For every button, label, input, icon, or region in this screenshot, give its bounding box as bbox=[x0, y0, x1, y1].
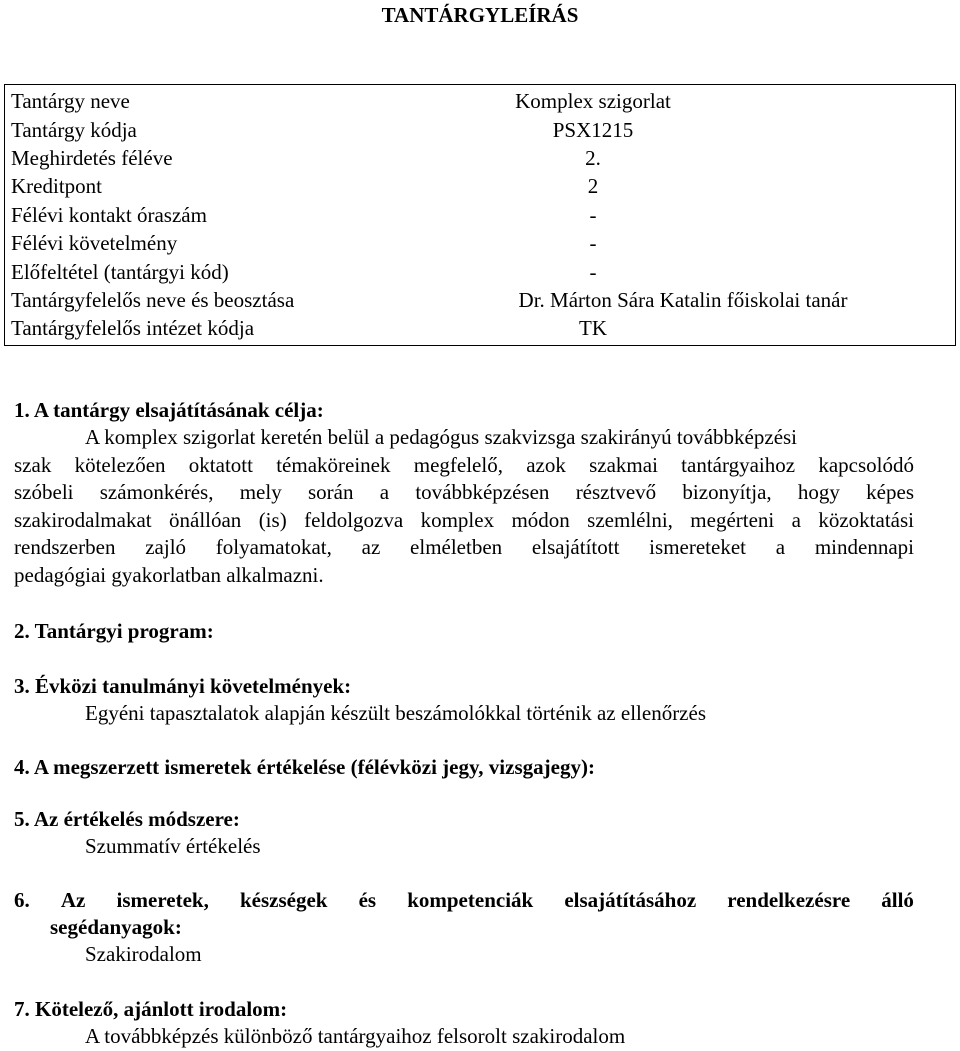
section-6-word: és bbox=[358, 888, 377, 912]
section-1-line: szakirodalmakat önállóan (is) feldolgozva komplex módon szemlélni, megérteni a közoktatási bbox=[14, 507, 914, 532]
section-3 bbox=[14, 673, 914, 727]
section-1-line: pedagógiai gyakorlatban alkalmazni. bbox=[14, 562, 324, 587]
section-5-heading: 5. Az értékelés módszere: bbox=[14, 807, 240, 831]
section-1-heading-wrap bbox=[14, 397, 914, 424]
info-label: Tantárgyfelelős neve és beosztása bbox=[11, 287, 295, 312]
section-6-word: álló bbox=[881, 888, 914, 912]
info-label: Előfeltétel (tantárgyi kód) bbox=[11, 259, 229, 284]
info-row bbox=[5, 286, 955, 314]
section-5-body: Szummatív értékelés bbox=[85, 834, 261, 858]
info-value: - bbox=[589, 259, 597, 284]
section-7-body: A továbbképzés különböző tantárgyaihoz felsorolt szakirodalom bbox=[85, 1024, 626, 1048]
info-value: Dr. Márton Sára Katalin főiskolai tanár bbox=[518, 287, 848, 312]
course-info-table bbox=[4, 84, 956, 346]
section-6-heading-line2: segédanyagok: bbox=[50, 915, 182, 939]
section-2 bbox=[14, 618, 914, 645]
section-6-word: Az bbox=[60, 888, 86, 912]
info-value: Komplex szigorlat bbox=[515, 89, 671, 114]
info-label: Tantárgyfelelős intézet kódja bbox=[11, 316, 255, 341]
section-2-heading: 2. Tantárgyi program: bbox=[14, 619, 214, 643]
info-value: 2 bbox=[587, 174, 599, 199]
section-6-word: elsajátításához bbox=[564, 888, 697, 912]
info-row bbox=[5, 87, 955, 115]
section-6-word: készségek bbox=[239, 888, 328, 912]
section-3-heading: 3. Évközi tanulmányi követelmények: bbox=[14, 674, 352, 698]
section-3-body: Egyéni tapasztalatok alapján készült beszámolókkal történik az ellenőrzés bbox=[85, 701, 706, 725]
section-6-word: 6. bbox=[14, 888, 30, 912]
info-label: Félévi követelmény bbox=[11, 231, 178, 256]
info-row bbox=[5, 314, 955, 342]
info-row bbox=[5, 115, 955, 143]
info-value: - bbox=[589, 202, 597, 227]
section-7-heading: 7. Kötelező, ajánlott irodalom: bbox=[14, 997, 288, 1021]
section-5 bbox=[14, 806, 914, 860]
info-row bbox=[5, 144, 955, 172]
section-1-line bbox=[14, 424, 914, 452]
info-value: 2. bbox=[585, 145, 601, 170]
section-1-heading: 1. A tantárgy elsajátításának célja: bbox=[14, 398, 324, 422]
section-1-line: rendszerben zajló folyamatokat, az elméletben elsajátított ismereteket a mindennapi bbox=[14, 535, 914, 560]
section-4-heading: 4. A megszerzett ismeretek értékelése (félévközi jegy, vizsgajegy): bbox=[14, 755, 595, 779]
section-1-line: szak kötelezően oktatott témaköreinek megfelelő, azok szakmai tantárgyaihoz kapcsolódó bbox=[14, 452, 914, 477]
section-7 bbox=[14, 996, 914, 1050]
section-6-word: rendelkezésre bbox=[727, 888, 851, 912]
info-row bbox=[5, 229, 955, 257]
info-row bbox=[5, 257, 955, 285]
info-label: Tantárgy kódja bbox=[11, 117, 137, 142]
section-1-text bbox=[14, 424, 914, 590]
section-6-heading bbox=[14, 887, 914, 914]
info-label: Tantárgy neve bbox=[11, 89, 130, 114]
section-6-word: ismeretek, bbox=[116, 888, 209, 912]
info-value: - bbox=[589, 231, 597, 256]
info-row bbox=[5, 201, 955, 229]
info-row bbox=[5, 172, 955, 200]
section-6-body: Szakirodalom bbox=[85, 942, 202, 966]
section-4 bbox=[14, 754, 914, 781]
info-label: Félévi kontakt óraszám bbox=[11, 202, 207, 227]
section-6 bbox=[14, 887, 914, 968]
info-value: TK bbox=[579, 316, 607, 341]
section-6-word: kompetenciák bbox=[407, 888, 534, 912]
section-1-line-text: A komplex szigorlat keretén belül a pedagógus szakvizsga szakirányú továbbképzési bbox=[85, 425, 798, 449]
section-1-line: szóbeli számonkérés, mely során a továbbképzésen résztvevő bizonyítja, hogy képes bbox=[14, 480, 914, 505]
info-value: PSX1215 bbox=[552, 117, 634, 142]
document-title: TANTÁRGYLEÍRÁS bbox=[381, 3, 579, 27]
info-label: Kreditpont bbox=[11, 174, 102, 199]
info-label: Meghirdetés féléve bbox=[11, 145, 173, 170]
